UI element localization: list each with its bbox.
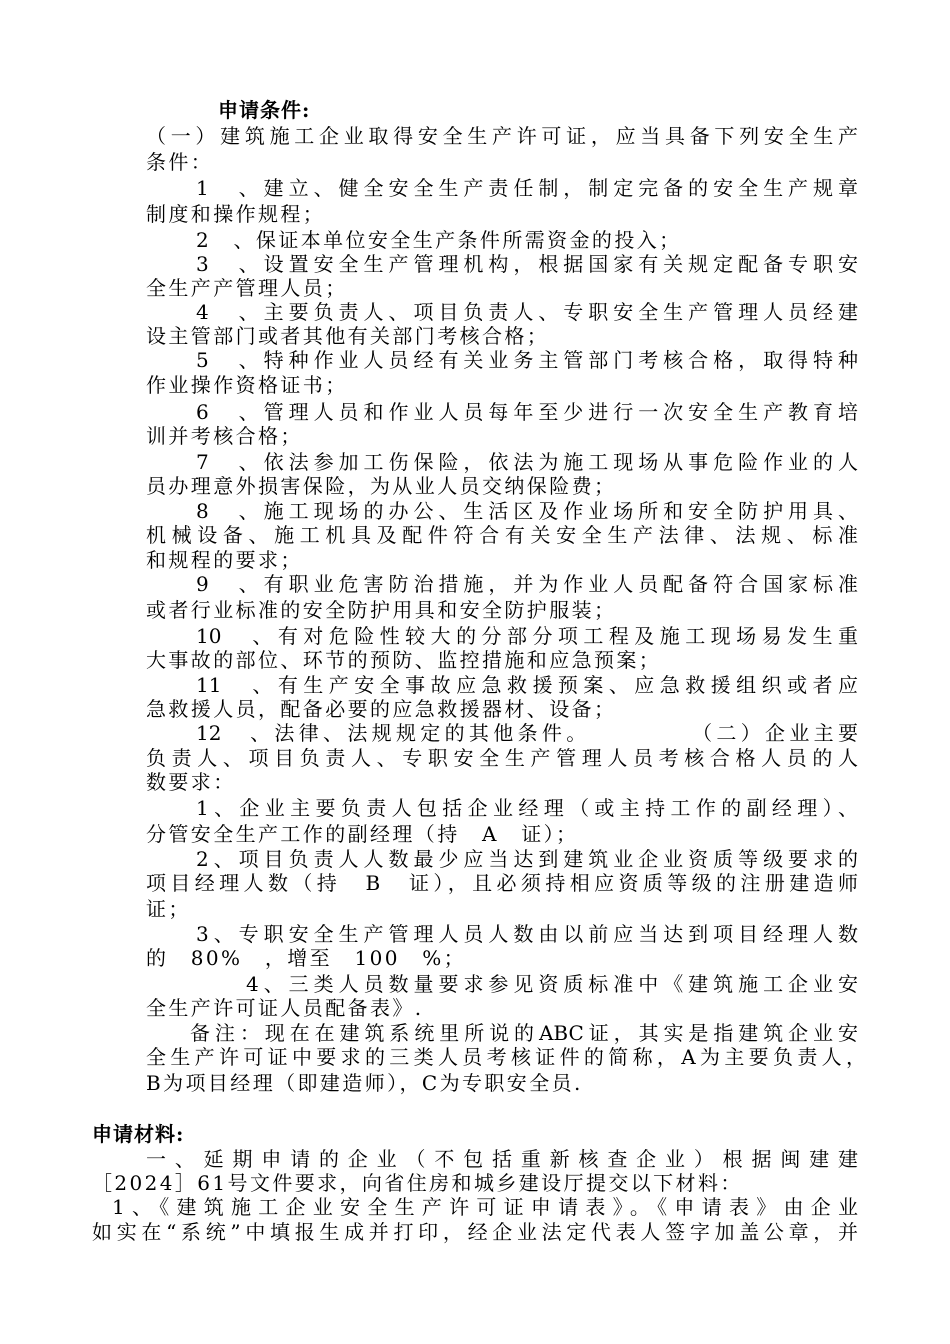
conditions-heading: 申请条件:	[218, 98, 311, 122]
conditions-line: 5 、特种作业人员经有关业务主管部门考核合格，取得特种	[196, 348, 858, 372]
materials-line: 一、延期申请的企业（不包括重新核查企业）根据闽建建	[146, 1147, 858, 1171]
conditions-line: 设主管部门或者其他有关部门考核合格；	[146, 324, 550, 348]
materials-line: 1、《建筑施工企业安全生产许可证申请表》。《申请表》由企业	[112, 1195, 858, 1219]
conditions-line: 9 、有职业危害防治措施，并为作业人员配备符合国家标准	[196, 572, 858, 596]
conditions-line: 大事故的部位、环节的预防、监控措施和应急预案；	[146, 648, 662, 672]
conditions-line: 1 、建立、健全安全生产责任制，制定完备的安全生产规章	[196, 176, 858, 200]
materials-line: 如实在“系统”中填报生成并打印，经企业法定代表人签字加盖公章，并	[92, 1220, 858, 1244]
conditions-line: 或者行业标准的安全防护用具和安全防护服装；	[146, 598, 617, 622]
conditions-line: 3 、设置安全生产管理机构，根据国家有关规定配备专职安	[196, 252, 858, 276]
conditions-line: 证；	[146, 897, 191, 921]
conditions-line: 全生产许可证中要求的三类人员考核证件的简称，A为主要负责人，	[146, 1045, 866, 1069]
conditions-line: 制度和操作规程；	[146, 202, 326, 226]
conditions-line: 数要求：	[146, 770, 236, 794]
conditions-line: 7 、依法参加工伤保险，依法为施工现场从事危险作业的人	[196, 450, 858, 474]
conditions-line: 11 、有生产安全事故应急救援预案、应急救援组织或者应	[196, 673, 858, 697]
conditions-line: 6 、管理人员和作业人员每年至少进行一次安全生产教育培	[196, 400, 858, 424]
conditions-line: 1、企业主要负责人包括企业经理（或主持工作的副经理）、	[196, 796, 858, 820]
conditions-line: 全生产产管理人员；	[146, 276, 348, 300]
conditions-line: 的 80% ，增至 100 %；	[146, 946, 467, 970]
conditions-line: B为项目经理（即建造师），C为专职安全员.	[146, 1071, 583, 1095]
conditions-line: 训并考核合格；	[146, 424, 303, 448]
conditions-line: 条件：	[146, 150, 214, 174]
conditions-line: 10 、有对危险性较大的分部分项工程及施工现场易发生重	[196, 624, 858, 648]
conditions-line: 备注：现在在建筑系统里所说的ABC证，其实是指建筑企业安	[190, 1021, 858, 1045]
conditions-line: 项目经理人数（持 B 证），且必须持相应资质等级的注册建造师	[146, 871, 858, 895]
conditions-line: 4 、主要负责人、项目负责人、专职安全生产管理人员经建	[196, 300, 858, 324]
conditions-line: 12 、法律、法规规定的其他条件。 （二）企业主要	[196, 721, 858, 745]
conditions-line: 作业操作资格证书；	[146, 373, 348, 397]
conditions-line: 负责人、项目负责人、专职安全生产管理人员考核合格人员的人	[146, 746, 858, 770]
conditions-line: 员办理意外损害保险，为从业人员交纳保险费；	[146, 474, 617, 498]
conditions-line: 急救援人员，配备必要的应急救援器材、设备；	[146, 697, 617, 721]
conditions-line: 全生产许可证人员配备表》.	[146, 996, 424, 1020]
conditions-line: 4、三类人员数量要求参见资质标准中《建筑施工企业安	[246, 972, 858, 996]
conditions-line: （一）建筑施工企业取得安全生产许可证，应当具备下列安全生产	[146, 124, 858, 148]
conditions-line: 分管安全生产工作的副经理（持 A 证）；	[146, 822, 579, 846]
materials-heading: 申请材料:	[92, 1122, 185, 1146]
materials-line: ［2024］61号文件要求，向省住房和城乡建设厅提交以下材料：	[92, 1171, 743, 1195]
conditions-line: 和规程的要求；	[146, 548, 303, 572]
conditions-line: 2、项目负责人人数最少应当达到建筑业企业资质等级要求的	[196, 847, 858, 871]
conditions-line: 8 、施工现场的办公、生活区及作业场所和安全防护用具、	[196, 499, 858, 523]
conditions-line: 机械设备、施工机具及配件符合有关安全生产法律、法规、标准	[146, 523, 858, 547]
conditions-line: 2 、保证本单位安全生产条件所需资金的投入；	[196, 228, 682, 252]
conditions-line: 3、专职安全生产管理人员人数由以前应当达到项目经理人数	[196, 922, 858, 946]
